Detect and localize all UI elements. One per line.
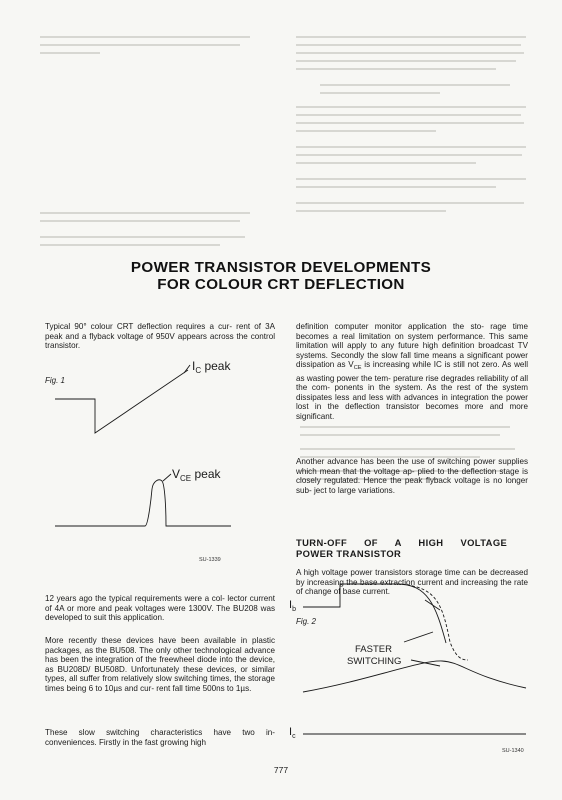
paragraph-slow-switching: These slow switching characteristics have two in- conveniences. Firstly in the fast growing high	[45, 728, 275, 747]
fig1-vce-trace	[55, 480, 231, 526]
section-heading	[296, 537, 528, 559]
fig1-vce-peak-tick	[163, 474, 171, 481]
figure-1-label: Fig. 1	[45, 376, 66, 385]
fig2-faster-label: FASTER	[355, 644, 392, 655]
title-line-1: POWER TRANSISTOR DEVELOPMENTS	[130, 259, 432, 276]
fig1-vce-label: $V_{CE}$ peak	[172, 467, 221, 483]
figure-1-code: SU-1339	[199, 557, 221, 563]
heading-line-1: TURN-OFF OF A HIGH VOLTAGE	[296, 537, 508, 548]
fig2-ib-label: $I_b$	[289, 599, 296, 613]
fig1-ic-trace	[55, 370, 188, 433]
paragraph-another-advance: Another advance has been the use of switching power supplies which mean that the voltage ap- plied to the deflection stage is closely regulated. Hence the peak flyback voltage is no longer sub- ject to large variations.	[296, 457, 528, 495]
fig1-ic-label: $I_C$ peak	[192, 359, 231, 375]
paragraph-12-years: 12 years ago the typical requirements were a col- lector current of 4A or more and peak voltages were 1300V. The BU208 was developed to suit this application.	[45, 594, 275, 622]
intro-paragraph: Typical 90° colour CRT deflection requires a cur- rent of 3A peak and a flyback voltage of 950V appears across the control transistor.	[45, 322, 275, 350]
paragraph-turnoff: A high voltage power transistors storage time can be decreased by increasing the base extraction current and increasing the rate of change of base current.	[296, 568, 528, 596]
heading-line-2: POWER TRANSISTOR	[296, 548, 402, 559]
fig2-ic-fall-trace	[303, 661, 526, 692]
paragraph-recently: More recently these devices have been available in plastic packages, as the BU508. The only other technological advance has been the integration of the freewheel diode into the device, as BU208D/ BU508D. Unfortunately these devices, or similar types, all suffer from relatively slow switching times, the storage times being 6 to 10µs and cur- rent fall time 500ns to 1µs.	[45, 636, 275, 693]
paragraph-definition: definition computer monitor application the sto- rage time becomes a real limitation on system performance. This same limitation will apply to any future high definition broadcast TV systems. Secondly the slow fall time means a significant power dissipation as $V_{CE}$ is increasing while IC is still not zero. As well as wasting power the tem- perature rise degrades reliability of all the com- ponents in the system. As the rest of the system dissipates less and less with advances in integration the power lost in the deflection transistor becomes more and more significant.	[296, 322, 529, 421]
fig2-arrow-1	[404, 632, 433, 642]
fig1-ic-peak-tick	[184, 365, 190, 373]
fig2-curve-hook	[425, 600, 440, 610]
title-line-2: FOR COLOUR CRT DEFLECTION	[157, 276, 405, 293]
fig2-ic-label: $I_c$	[289, 726, 296, 740]
figure-2-label: Fig. 2	[296, 617, 317, 626]
figure-2-code: SU-1340	[502, 748, 524, 754]
page-number: 777	[273, 765, 289, 775]
fig2-switching-label: SWITCHING	[347, 656, 402, 667]
